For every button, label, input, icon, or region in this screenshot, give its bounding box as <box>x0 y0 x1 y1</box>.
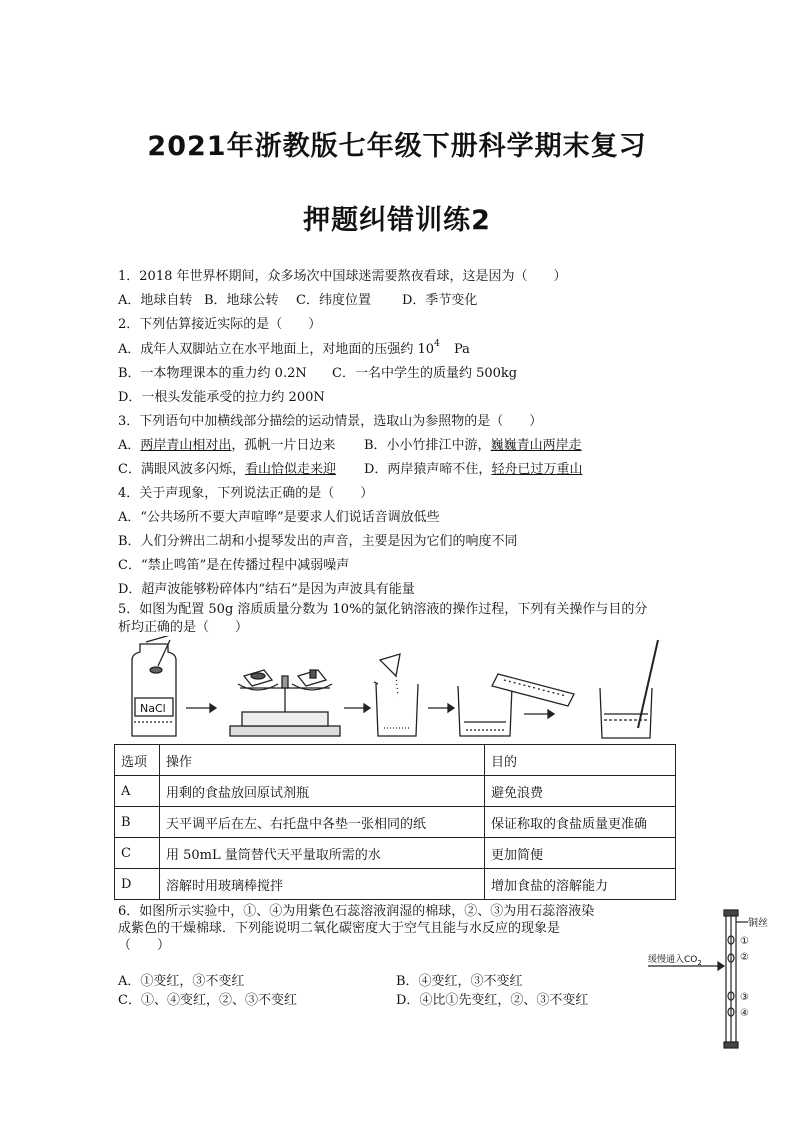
arrow-icon <box>186 704 216 712</box>
q3-option-b <box>364 437 582 454</box>
q2-option-a-text: A．成年人双脚站立在水平地面上，对地面的压强约 10 <box>118 342 435 357</box>
q3-option-a-label: A． <box>118 438 141 453</box>
table-cell: D <box>115 869 160 900</box>
arrow-icon <box>428 704 454 712</box>
table-cell: C <box>115 838 160 869</box>
table-row <box>115 869 676 900</box>
q2-option-b: B．一本物理课本的重力约 0.2N <box>118 366 307 381</box>
table-header-cell: 目的 <box>485 745 676 776</box>
gas-label-text: 缓慢通入CO <box>648 955 698 965</box>
table-cell: 增加食盐的溶解能力 <box>485 869 676 900</box>
q3-option-c-underlined: 看山恰似走来迎 <box>244 462 336 477</box>
marker-4: ④ <box>740 1008 749 1019</box>
wire-label: 铜丝 <box>748 918 768 929</box>
q3-option-c-text: 满眼风波多闪烁， <box>140 462 245 477</box>
beaker-icon <box>374 654 418 736</box>
q4-option-d: D．超声波能够粉碎体内“结石”是因为声波具有能量 <box>118 582 415 597</box>
q2-option-d: D．一根头发能承受的拉力约 200N <box>118 390 325 405</box>
q3-option-c <box>118 461 336 478</box>
q3-option-a <box>118 437 335 454</box>
q5-stem-line-2: 析均正确的是（ ） <box>118 620 249 635</box>
q1-option-d: D．季节变化 <box>402 293 478 308</box>
q3-option-a-underlined: 两岸青山相对出 <box>140 438 232 453</box>
q1-option-a: A．地球自转 <box>118 293 193 308</box>
solution-preparation-figure <box>118 636 678 740</box>
q3-option-d-underlined: 轻舟已过万重山 <box>491 462 583 477</box>
table-row <box>115 838 676 869</box>
q2-stem: 2．下列估算接近实际的是（ ） <box>118 317 322 332</box>
q6-stem-line-3: （ ） <box>118 938 171 953</box>
marker-2: ② <box>740 952 749 963</box>
nacl-label: NaCl <box>140 702 166 715</box>
q1-option-b: B．地球公转 <box>204 293 279 308</box>
title-line-2: 押题纠错训练2 <box>303 205 491 236</box>
q5-stem-line-1: 5．如图为配置 50g 溶质质量分数为 10%的氯化钠溶液的操作过程，下列有关操作与目的分 <box>118 602 648 617</box>
q2-option-c: C．一名中学生的质量约 500kg <box>332 366 518 381</box>
q6-option-c: C．①、④变红，②、③不变红 <box>118 993 297 1008</box>
q6-option-d: D．④比①先变红，②、③不变红 <box>396 993 589 1008</box>
q4-option-b: B．人们分辨出二胡和小提琴发出的声音，主要是因为它们的响度不同 <box>118 534 518 549</box>
table-cell: 保证称取的食盐质量更准确 <box>485 807 676 838</box>
table-cell: 用 50mL 量筒替代天平量取所需的水 <box>160 838 485 869</box>
reagent-bottle-icon <box>132 636 176 736</box>
q3-option-b-underlined: 巍巍青山两岸走 <box>490 438 582 453</box>
table-cell: 更加简便 <box>485 838 676 869</box>
q3-option-c-label: C． <box>118 462 141 477</box>
q5-table <box>114 744 676 900</box>
table-row <box>115 776 676 807</box>
q6-stem-line-1: 6．如图所示实验中，①、④为用紫色石蕊溶液润湿的棉球，②、③为用石蕊溶液染 <box>118 904 595 919</box>
q3-option-d-text: D．两岸猿声啼不住， <box>364 462 492 477</box>
q2-option-a-unit: Pa <box>453 342 470 357</box>
table-cell: 用剩的食盐放回原试剂瓶 <box>160 776 485 807</box>
q6-stem-line-2: 成紫色的干燥棉球．下列能说明二氧化碳密度大于空气且能与水反应的现象是 <box>118 921 561 936</box>
arrow-icon <box>344 704 370 712</box>
title-line-1: 2021年浙教版七年级下册科学期末复习 <box>147 131 647 162</box>
q4-stem: 4．关于声现象，下列说法正确的是（ ） <box>118 486 374 501</box>
table-cell: 天平调平后在左、右托盘中各垫一张相同的纸 <box>160 807 485 838</box>
table-header-cell: 选项 <box>115 745 160 776</box>
table-cell: 溶解时用玻璃棒搅拌 <box>160 869 485 900</box>
q2-option-a <box>118 341 470 360</box>
q3-option-d <box>364 461 582 478</box>
q2-option-a-exponent: 4 <box>434 339 440 349</box>
table-cell: B <box>115 807 160 838</box>
co2-tube-figure <box>644 908 774 1058</box>
q6-option-b: B．④变红，③不变红 <box>396 974 523 989</box>
marker-3: ③ <box>740 992 749 1003</box>
q3-stem: 3．下列语句中加横线部分描绘的运动情景，选取山为参照物的是（ ） <box>118 414 543 429</box>
q3-option-a-rest: ，孤帆一片日边来 <box>231 438 336 453</box>
measuring-cylinder-icon <box>458 674 574 736</box>
marker-1: ① <box>740 936 749 947</box>
stirring-beaker-icon <box>600 640 658 738</box>
table-row <box>115 807 676 838</box>
arrow-icon <box>524 710 554 718</box>
table-cell: 避免浪费 <box>485 776 676 807</box>
q4-option-c: C．“禁止鸣笛”是在传播过程中减弱噪声 <box>118 558 350 573</box>
q6-option-a: A．①变红，③不变红 <box>118 974 245 989</box>
table-cell: A <box>115 776 160 807</box>
q1-option-c: C．纬度位置 <box>296 293 371 308</box>
balance-icon <box>230 670 340 736</box>
table-header-cell: 操作 <box>160 745 485 776</box>
q1-stem: 1．2018 年世界杯期间，众多场次中国球迷需要熬夜看球，这是因为（ ） <box>118 269 567 284</box>
table-header-row <box>115 745 676 776</box>
q4-option-a: A．“公共场所不要大声喧哗”是要求人们说话音调放低些 <box>118 510 440 525</box>
gas-label <box>648 953 702 967</box>
gas-label-subscript: 2 <box>697 959 702 967</box>
q3-option-b-text: B．小小竹排江中游， <box>364 438 491 453</box>
